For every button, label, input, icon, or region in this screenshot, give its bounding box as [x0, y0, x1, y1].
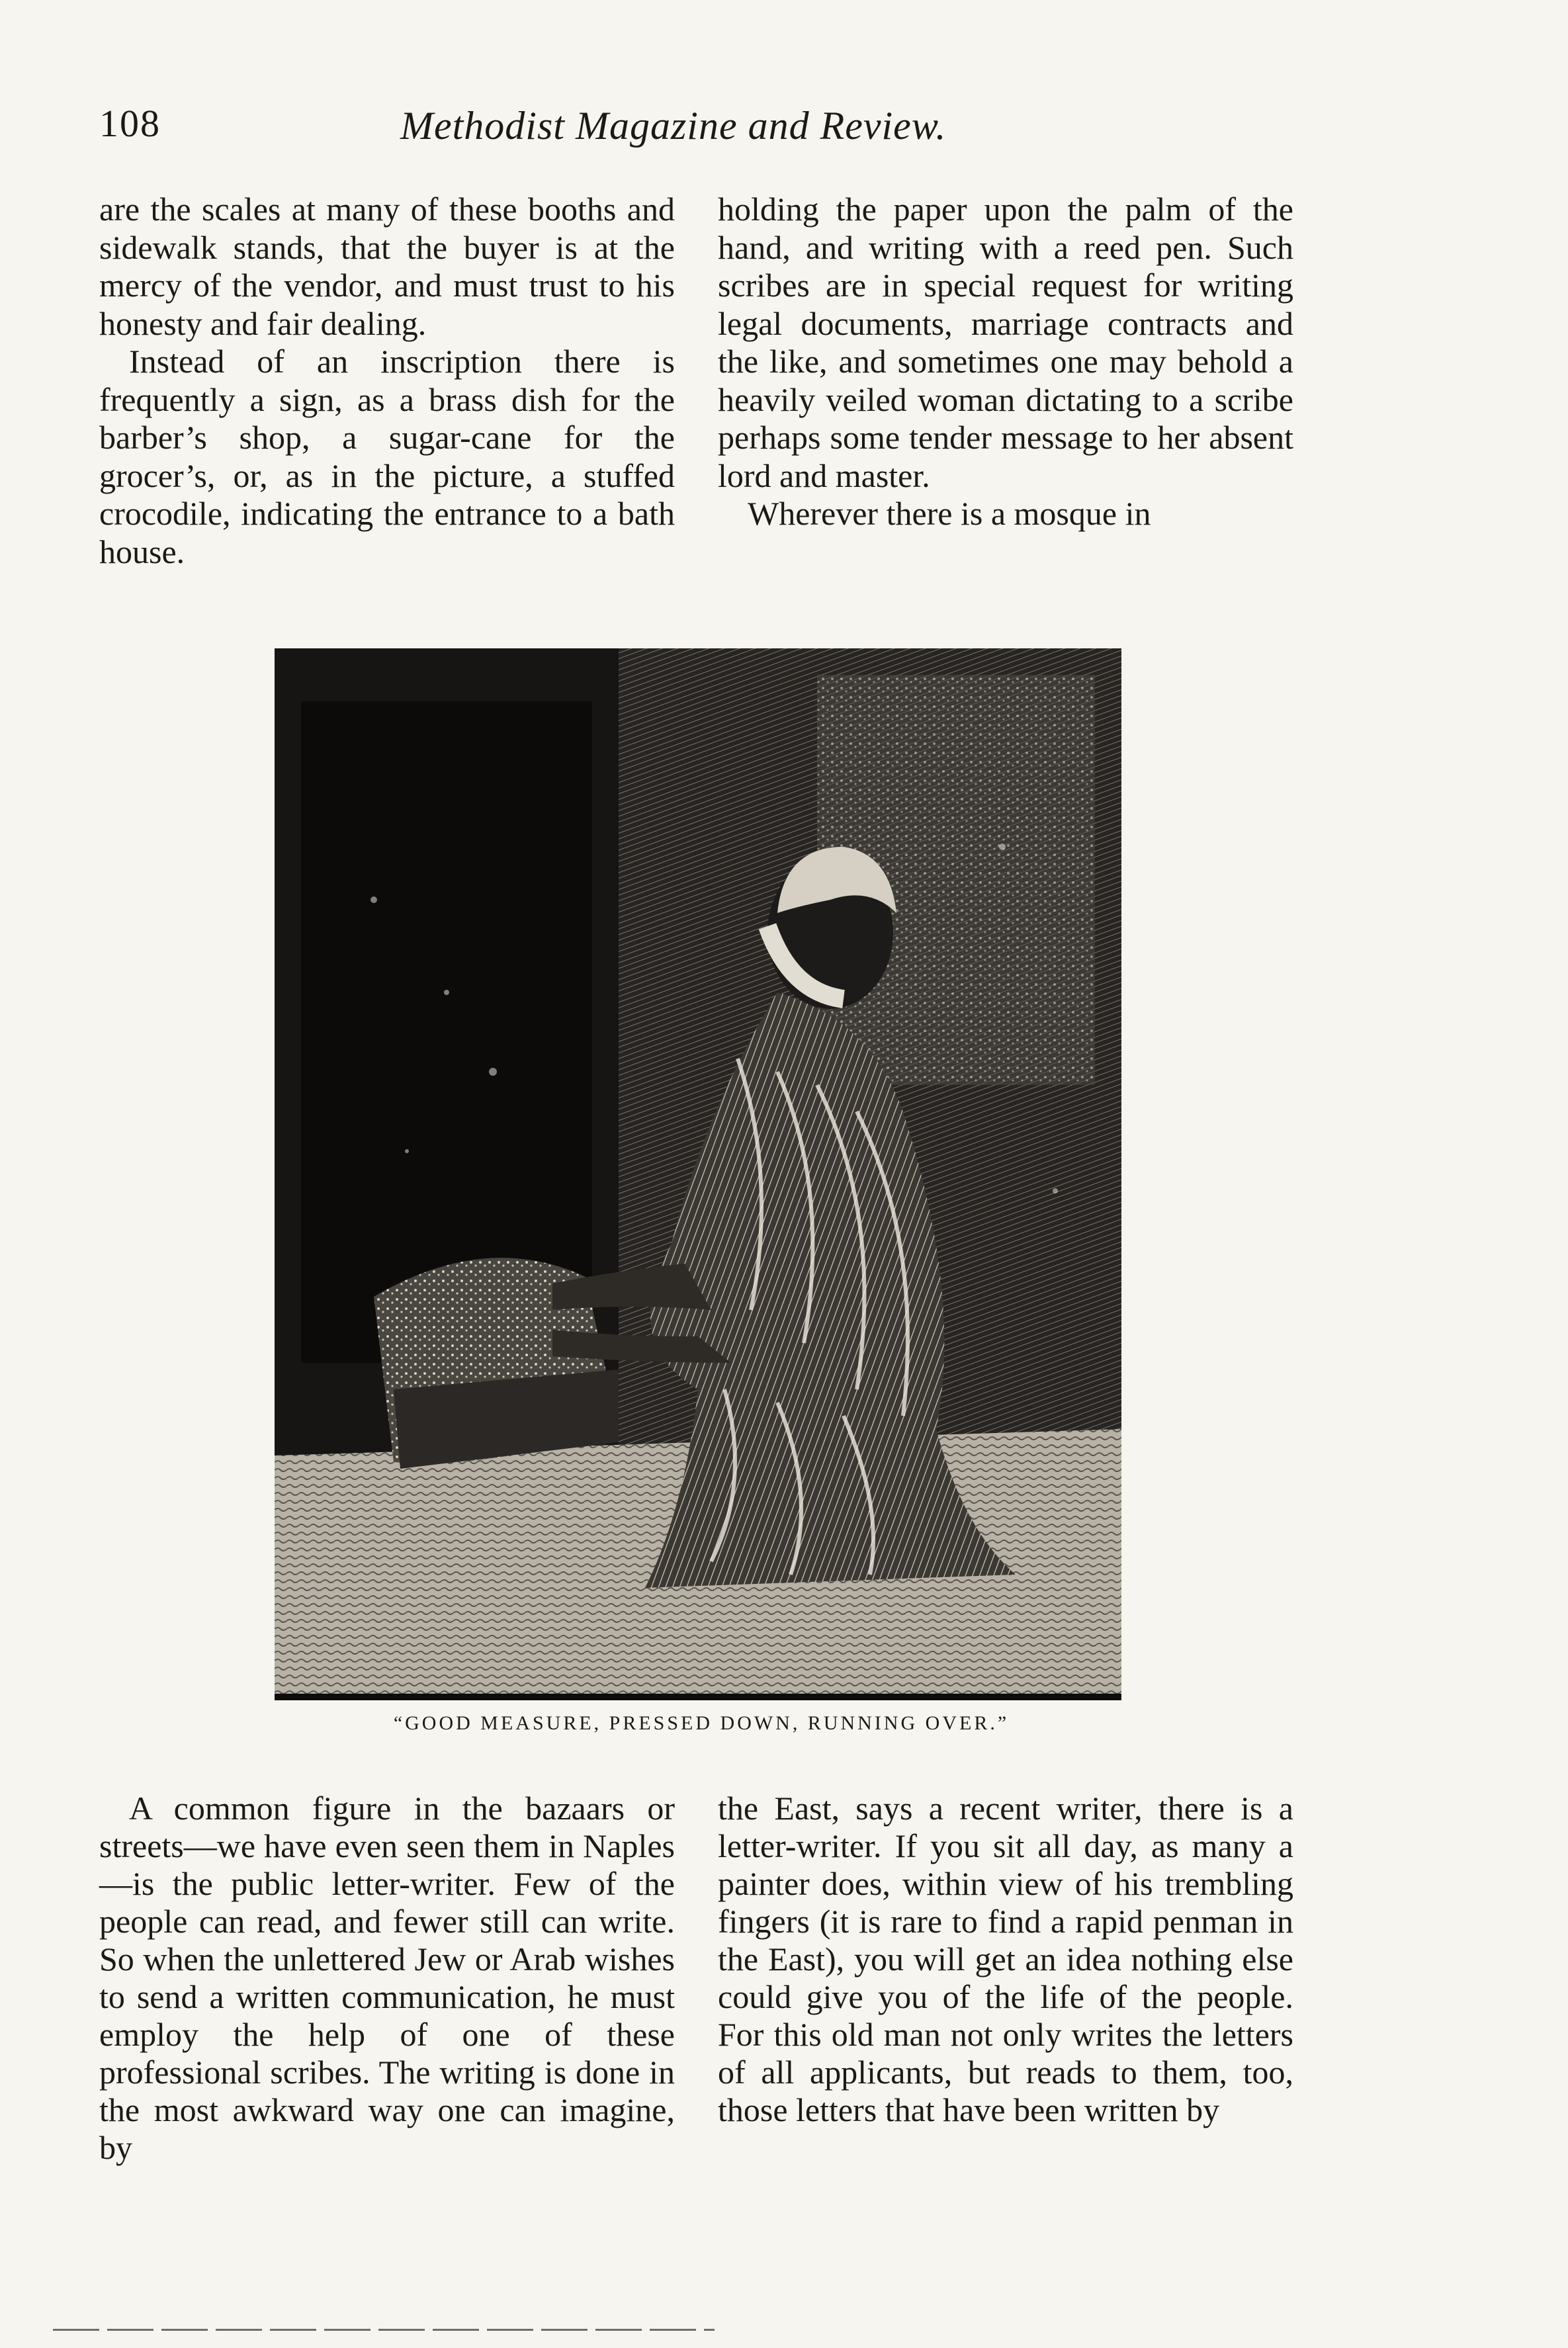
- paragraph: Instead of an inscription there is frequently a sign, as a brass dish for the barber’s shop, a sugar-cane for the grocer’s, or, as in the picture, a stuffed crocodile, indicating the entrance to a bath house.: [99, 343, 675, 570]
- paragraph: Wherever there is a mosque in: [748, 495, 1151, 532]
- engraving-illustration: [275, 648, 1121, 1700]
- text-column-top-right: [718, 191, 1293, 533]
- paragraph: A common figure in the bazaars or streets—we have even seen them in Naples—is the public letter-writer. Few of the people can read, and fewer still can write. So when the unlettered Jew or Arab wishes to send a written communication, he must employ the help of one of these professional scribes. The writing is done in the most awkward way one can imagine, by: [99, 1790, 675, 2166]
- letter-writer-engraving: [275, 648, 1121, 1694]
- text-column-top-left: [99, 191, 675, 571]
- text-column-bottom-right: [718, 1790, 1293, 2129]
- figure-caption: “GOOD MEASURE, PRESSED DOWN, RUNNING OVER.”: [393, 1712, 1010, 1734]
- page-number: 108: [99, 102, 161, 145]
- text-column-bottom-left: [99, 1790, 675, 2167]
- paragraph: the East, says a recent writer, there is a letter-writer. If you sit all day, as many a painter does, within view of his trembling fingers (it is rare to find a rapid penman in the East), you will get an idea nothing else could give you of the life of the people. For this old man not only writes the letters of all applicants, but reads to them, too, those letters that have been written by: [718, 1790, 1293, 2128]
- paragraph: are the scales at many of these booths and sidewalk stands, that the buyer is at the mercy of the vendor, and must trust to his honesty and fair dealing.: [99, 191, 675, 342]
- paragraph: holding the paper upon the palm of the hand, and writing with a reed pen. Such scribes are in special request for writing legal documents, marriage contracts and the like, and sometimes one may behold a heavily veiled woman dictating to a scribe perhaps some tender message to her absent lord and master.: [718, 191, 1293, 494]
- footer-rule: [53, 2329, 715, 2331]
- running-title: Methodist Magazine and Review.: [400, 104, 947, 148]
